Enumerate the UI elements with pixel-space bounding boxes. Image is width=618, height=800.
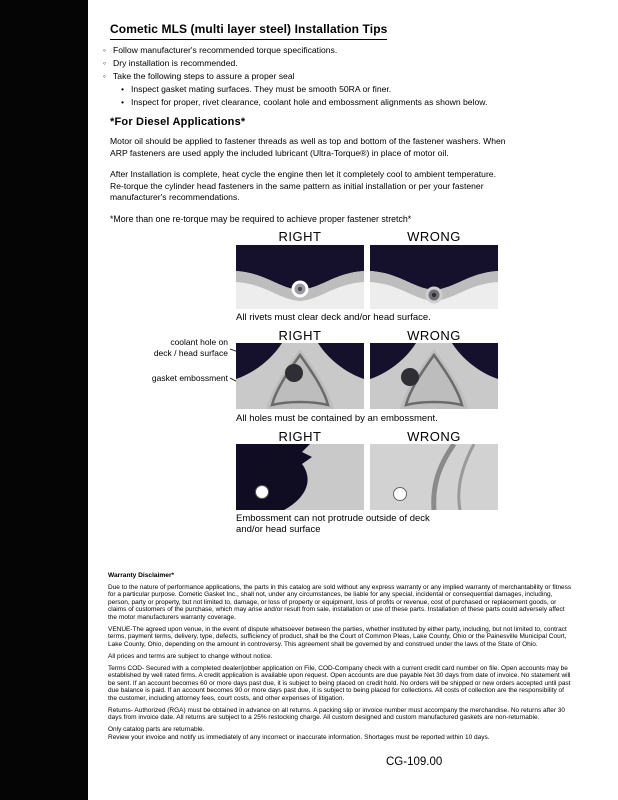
embossment-right-illustration	[236, 444, 364, 510]
retorque-note: *More than one re-torque may be required to achieve proper fastener stretch*	[110, 213, 412, 224]
disclaimer-paragraph: VENUE-The agreed upon venue, in the event of dispute whatsoever between the parties, whether instituted by either party, including, but not limited to, contract terms, payment terms, delivery, type, defects, sufficiency of product, shall be the Court of Common Pleas, Lake County, Ohio or the Painesville Municipal Court, Lake County, Ohio, depending on the amount in controversy. This agreement shall be governed by and construed under the laws of the State of Ohio.	[108, 625, 567, 648]
coolant-hole-label-line1: coolant hole on	[170, 337, 228, 347]
diagram-embossment-wrong	[370, 444, 498, 510]
warranty-disclaimer	[108, 572, 574, 741]
diesel-heading: *For Diesel Applications*	[110, 116, 246, 128]
coolant-hole-right-illustration	[236, 343, 364, 409]
disclaimer-paragraph: Due to the nature of performance applications, the parts in this catalog are sold without any express warranty or any implied warranty of merchantability or fitness for a particular purpose. Cometic Gasket Inc., shall not, under any circumstances, be liable for any special, incidental or consequential damages, including, person, party or property, but not limited to, damage, or loss of property or equipment, loss of profits or revenue, cost of purchased or replacement goods, or claims of customers of the purchase, which may arise and/or result from sale, installation or use of these parts. Installation of these parts could adversely affect the motor manufacturers warranty coverage.	[108, 583, 572, 621]
row3-caption: Embossment can not protrude outside of deck and/or head surface	[236, 513, 430, 535]
page-code: CG-109.00	[386, 756, 443, 768]
tip-sub-item: • Inspect gasket mating surfaces. They must be smooth 50RA or finer.	[121, 83, 583, 96]
disclaimer-paragraph: Returns- Authorized (RGA) must be obtained in advance on all returns. A packing slip or invoice number must accompany the merchandise. No returns after 30 days from invoice date. All returns are subject to a 25% restocking charge. All custom designed and custom manufactured gaskets are non-returnable.	[108, 706, 566, 721]
tip-sub-item: • Inspect for proper, rivet clearance, coolant hole and embossment alignments as shown below.	[121, 96, 583, 109]
coolant-hole-label	[98, 337, 228, 358]
disclaimer-paragraph: Review your invoice and notify us immediately of any incorrect or inaccurate information. Shortages must be reported within 10 days.	[108, 733, 490, 741]
row2-right-header: RIGHT	[278, 328, 322, 343]
row1-caption: All rivets must clear deck and/or head surface.	[236, 312, 431, 323]
page-title: Cometic MLS (multi layer steel) Installation Tips	[110, 22, 387, 40]
row3-wrong-header: WRONG	[407, 429, 461, 444]
diagram-coolant-right	[236, 343, 364, 409]
tip-item: ◦ Dry installation is recommended.	[103, 57, 583, 70]
installation-tips-list	[103, 44, 583, 109]
coolant-hole-label-line2: deck / head surface	[153, 347, 228, 358]
rivet-clearance-wrong-illustration	[370, 245, 498, 309]
row1-wrong-header: WRONG	[407, 229, 461, 244]
gasket-embossment-label: gasket embossment	[151, 373, 228, 383]
row2-wrong-header: WRONG	[407, 328, 461, 343]
diagram-rivet-wrong	[370, 245, 498, 309]
rivet-clearance-right-illustration	[236, 245, 364, 309]
tip-item: ◦ Take the following steps to assure a proper seal	[103, 70, 583, 83]
disclaimer-paragraph: All prices and terms are subject to change without notice.	[108, 652, 273, 660]
diagram-coolant-wrong	[370, 343, 498, 409]
diesel-section	[110, 116, 512, 224]
tip-item: ◦ Follow manufacturer's recommended torque specifications.	[103, 44, 583, 57]
page-left-black-margin	[0, 0, 88, 800]
row1-right-header: RIGHT	[278, 229, 322, 244]
disclaimer-heading: Warranty Disclaimer*	[108, 572, 175, 579]
embossment-wrong-illustration	[370, 444, 498, 510]
row2-caption: All holes must be contained by an embossment.	[236, 413, 438, 424]
row3-right-header: RIGHT	[278, 429, 322, 444]
diagram-rivet-right	[236, 245, 364, 309]
coolant-hole-wrong-illustration	[370, 343, 498, 409]
diesel-paragraph-2: After Installation is complete, heat cycle the engine then let it completely cool to ambient temperature. Re-torque the cylinder head fasteners in the same pattern as initial installation or per your fastener manufacturer's recommendations.	[110, 169, 496, 202]
disclaimer-paragraph: Terms COD- Secured with a completed dealer/jobber application on File, COD-Company check with a current credit card number on file. Open accounts may be established by well rated firms. A credit application is available upon request. Open accounts are due payable Net 30 days from date of invoice. No statement will be sent. If an account becomes 60 or more days past due, it is subject to being placed on credit hold. No orders will be shipped or new orders accepted until past due balance is paid. If an account becomes 90 or more days past due, it is subject to being placed for collections. All costs of collection are the responsibility of the customer, including attorney fees, court costs, and other expenses of litigation.	[108, 664, 571, 702]
diagram-embossment-right	[236, 444, 364, 510]
diesel-paragraph-1: Motor oil should be applied to fastener threads as well as top and bottom of the fastener washers. When ARP fasteners are used apply the included lubricant (Ultra-Torque®) in place of motor oil.	[110, 136, 506, 158]
disclaimer-paragraph: Only catalog parts are returnable.	[108, 726, 205, 733]
